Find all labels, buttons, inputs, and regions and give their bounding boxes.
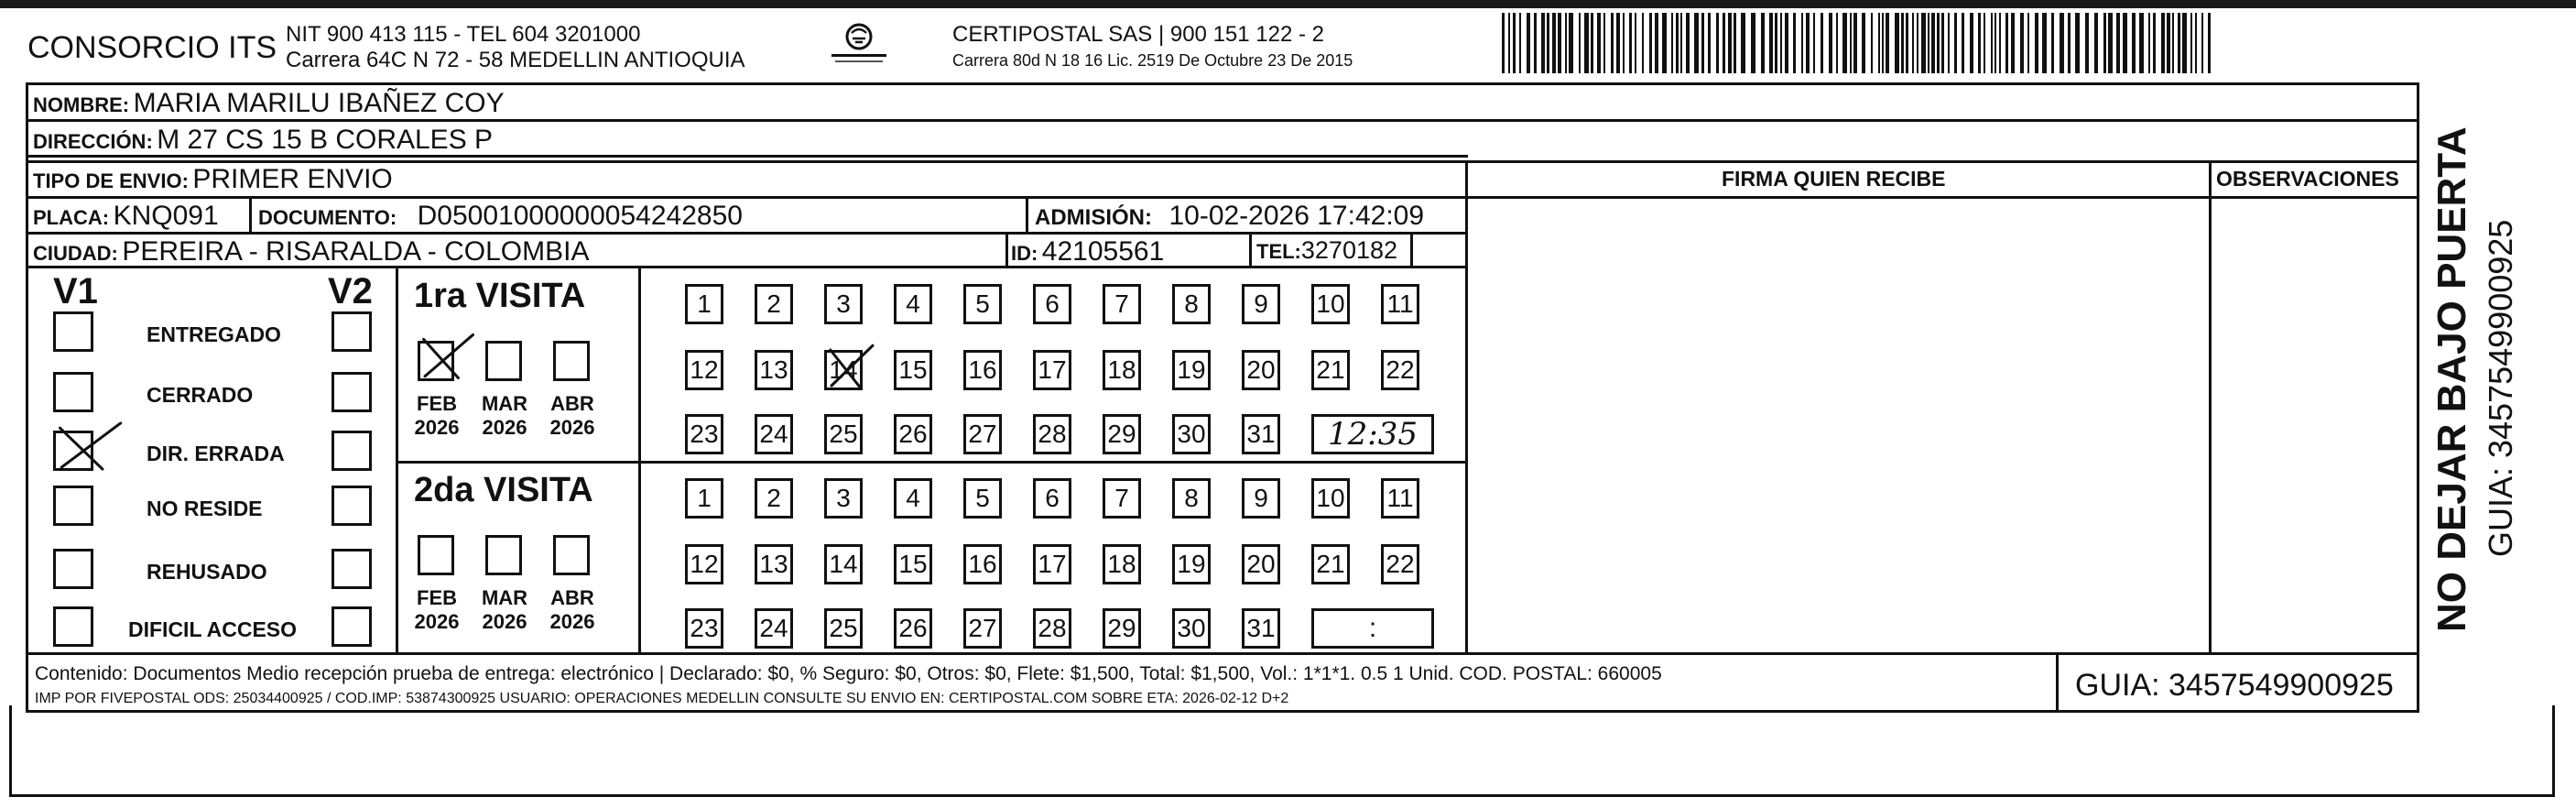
v1-checkbox[interactable] — [53, 311, 93, 352]
day-box[interactable]: 14 — [824, 350, 863, 390]
documento-value: D05001000000054242850 — [417, 201, 743, 231]
month-checkbox[interactable] — [553, 341, 590, 381]
month-label — [405, 586, 469, 634]
id-field — [1011, 238, 1164, 266]
v1-header: V1 — [53, 271, 98, 311]
tipo-envio-label: TIPO DE ENVIO: — [33, 169, 189, 192]
day-box[interactable]: 2 — [755, 284, 793, 324]
documento-label: DOCUMENTO: — [258, 206, 397, 229]
day-box[interactable]: 22 — [1381, 544, 1419, 584]
day-box[interactable]: 14 — [824, 544, 863, 584]
day-box[interactable]: 9 — [1242, 478, 1280, 519]
direccion-label: DIRECCIÓN: — [33, 130, 153, 153]
ciudad-label: CIUDAD: — [33, 242, 118, 265]
admision-label: ADMISIÓN: — [1035, 205, 1152, 230]
day-box[interactable]: 2 — [755, 478, 793, 519]
month-name: MAR — [481, 392, 528, 415]
month-label — [473, 586, 537, 634]
day-box[interactable]: 7 — [1103, 478, 1141, 519]
status-label: NO RESIDE — [147, 497, 263, 520]
day-box[interactable]: 26 — [894, 414, 932, 454]
direccion-row — [33, 126, 493, 154]
day-box[interactable]: 10 — [1311, 284, 1350, 324]
day-box[interactable]: 8 — [1172, 478, 1211, 519]
day-box[interactable]: 25 — [824, 414, 863, 454]
footer-imp-line: IMP POR FIVEPOSTAL ODS: 25034400925 / COD.IMP: 53874300925 USUARIO: OPERACIONES MEDELLIN CONSULTE SU ENVIO EN: CERTIPOSTAL.COM SOBRE ETA: 2026-02-12 D+2 — [35, 691, 1289, 706]
day-box[interactable]: 18 — [1103, 544, 1141, 584]
observaciones-area[interactable] — [2212, 200, 2418, 650]
v2-checkbox[interactable] — [332, 431, 372, 471]
day-box[interactable]: 17 — [1033, 544, 1071, 584]
day-box[interactable]: 19 — [1172, 544, 1211, 584]
day-box[interactable]: 8 — [1172, 284, 1211, 324]
day-box[interactable]: 20 — [1242, 544, 1280, 584]
day-box[interactable]: 26 — [894, 608, 932, 649]
day-box[interactable]: 29 — [1103, 608, 1141, 649]
visit-title: 1ra VISITA — [414, 277, 586, 315]
day-box[interactable]: 21 — [1311, 350, 1350, 390]
day-box[interactable]: 11 — [1381, 284, 1419, 324]
day-box[interactable]: 18 — [1103, 350, 1141, 390]
month-name: ABR — [550, 392, 594, 415]
visit-time-box[interactable]: : — [1311, 608, 1434, 649]
v1-checkbox[interactable] — [53, 372, 93, 412]
day-box[interactable]: 1 — [685, 284, 723, 324]
day-box[interactable]: 22 — [1381, 350, 1419, 390]
company-address: Carrera 64C N 72 - 58 MEDELLIN ANTIOQUIA — [286, 48, 745, 72]
nombre-value: MARIA MARILU IBAÑEZ COY — [133, 88, 505, 118]
day-box[interactable]: 25 — [824, 608, 863, 649]
day-box[interactable]: 6 — [1033, 284, 1071, 324]
month-year: 2026 — [482, 610, 527, 633]
day-box[interactable]: 19 — [1172, 350, 1211, 390]
ciudad-value: PEREIRA - RISARALDA - COLOMBIA — [122, 236, 590, 267]
month-checkbox[interactable] — [553, 535, 590, 575]
tipo-envio-row — [33, 166, 393, 193]
nombre-label: NOMBRE: — [33, 93, 130, 116]
month-label — [405, 392, 469, 440]
month-name: FEB — [417, 392, 457, 415]
day-box[interactable]: 3 — [824, 478, 863, 519]
day-box[interactable]: 3 — [824, 284, 863, 324]
month-year: 2026 — [482, 416, 527, 439]
nombre-row — [33, 90, 505, 117]
month-name: ABR — [550, 586, 594, 609]
v2-checkbox[interactable] — [332, 372, 372, 412]
day-box[interactable]: 13 — [755, 544, 793, 584]
day-box[interactable]: 9 — [1242, 284, 1280, 324]
day-box[interactable]: 20 — [1242, 350, 1280, 390]
company-nit: NIT 900 413 115 - TEL 604 3201000 — [286, 22, 641, 47]
visit-time-box[interactable]: 12:35 — [1311, 414, 1434, 454]
v2-header: V2 — [328, 271, 373, 311]
day-box[interactable]: 23 — [685, 608, 723, 649]
admision-value: 10-02-2026 17:42:09 — [1168, 201, 1425, 231]
day-box[interactable]: 27 — [963, 608, 1002, 649]
side-warning-text: NO DEJAR BAJO PUERTA — [2429, 126, 2474, 632]
placa-label: PLACA: — [33, 206, 110, 229]
barcode — [1502, 13, 2225, 73]
day-box[interactable]: 16 — [963, 350, 1002, 390]
month-name: MAR — [481, 586, 528, 609]
month-checkbox[interactable] — [485, 535, 522, 575]
v1-checkbox[interactable] — [53, 549, 93, 589]
v2-checkbox[interactable] — [332, 549, 372, 589]
month-label — [473, 392, 537, 440]
day-box[interactable]: 12 — [685, 544, 723, 584]
day-box[interactable]: 6 — [1033, 478, 1071, 519]
day-box[interactable]: 29 — [1103, 414, 1141, 454]
day-box[interactable]: 30 — [1172, 414, 1211, 454]
id-value: 42105561 — [1041, 236, 1165, 267]
status-label: REHUSADO — [147, 560, 267, 584]
v1-checkbox[interactable] — [53, 606, 93, 647]
v2-checkbox[interactable] — [332, 606, 372, 647]
day-box[interactable]: 24 — [755, 608, 793, 649]
month-checkbox[interactable] — [418, 341, 454, 381]
observaciones-header: OBSERVACIONES — [2216, 167, 2399, 191]
day-box[interactable]: 15 — [894, 350, 932, 390]
certipostal-logo — [822, 22, 896, 70]
v2-checkbox[interactable] — [332, 311, 372, 352]
month-year: 2026 — [414, 416, 460, 439]
day-box[interactable]: 10 — [1311, 478, 1350, 519]
month-name: FEB — [417, 586, 457, 609]
id-label: ID: — [1011, 242, 1038, 265]
tel-field — [1256, 238, 1397, 263]
v1-checkbox[interactable] — [53, 486, 93, 526]
documento-field — [258, 202, 743, 230]
day-box[interactable]: 28 — [1033, 414, 1071, 454]
firma-header: FIRMA QUIEN RECIBE — [1722, 167, 1946, 191]
carrier-name: CERTIPOSTAL SAS | 900 151 122 - 2 — [952, 22, 1324, 47]
month-year: 2026 — [549, 610, 595, 633]
visit-title: 2da VISITA — [414, 471, 593, 509]
month-year: 2026 — [549, 416, 595, 439]
company-name: CONSORCIO ITS — [27, 30, 277, 65]
day-box[interactable]: 13 — [755, 350, 793, 390]
status-label: DIFICIL ACCESO — [128, 617, 298, 641]
day-box[interactable]: 12 — [685, 350, 723, 390]
month-label — [540, 392, 604, 440]
day-box[interactable]: 4 — [894, 478, 932, 519]
carrier-address: Carrera 80d N 18 16 Lic. 2519 De Octubre 23 De 2015 — [952, 51, 1353, 70]
day-box[interactable]: 17 — [1033, 350, 1071, 390]
day-box[interactable]: 21 — [1311, 544, 1350, 584]
status-label: DIR. ERRADA — [147, 442, 285, 465]
lower-edge-box — [9, 705, 2555, 797]
day-box[interactable]: 30 — [1172, 608, 1211, 649]
day-box[interactable]: 16 — [963, 544, 1002, 584]
day-box[interactable]: 28 — [1033, 608, 1071, 649]
status-label: ENTREGADO — [147, 322, 281, 346]
ciudad-field — [33, 238, 589, 266]
day-box[interactable]: 1 — [685, 478, 723, 519]
month-checkbox[interactable] — [418, 535, 454, 575]
tel-value: 3270182 — [1300, 236, 1398, 264]
month-checkbox[interactable] — [485, 341, 522, 381]
day-box[interactable]: 4 — [894, 284, 932, 324]
day-box[interactable]: 23 — [685, 414, 723, 454]
v1-checkbox[interactable] — [53, 431, 93, 471]
placa-field — [33, 202, 219, 230]
tel-label: TEL: — [1256, 240, 1301, 263]
day-box[interactable]: 7 — [1103, 284, 1141, 324]
day-box[interactable]: 31 — [1242, 608, 1280, 649]
day-box[interactable]: 15 — [894, 544, 932, 584]
firma-area[interactable] — [1469, 200, 2207, 650]
day-box[interactable]: 11 — [1381, 478, 1419, 519]
day-box[interactable]: 5 — [963, 478, 1002, 519]
day-box[interactable]: 31 — [1242, 414, 1280, 454]
side-guia-text: GUIA: 3457549900925 — [2482, 219, 2519, 557]
month-year: 2026 — [414, 610, 460, 633]
admision-field — [1035, 202, 1424, 230]
footer-guia: GUIA: 3457549900925 — [2075, 668, 2394, 703]
direccion-value: M 27 CS 15 B CORALES P — [157, 125, 494, 155]
day-box[interactable]: 24 — [755, 414, 793, 454]
status-label: CERRADO — [147, 383, 254, 407]
day-box[interactable]: 5 — [963, 284, 1002, 324]
day-box[interactable]: 27 — [963, 414, 1002, 454]
month-label — [540, 586, 604, 634]
top-edge-line — [0, 0, 2576, 8]
tipo-envio-value: PRIMER ENVIO — [192, 164, 393, 194]
v2-checkbox[interactable] — [332, 486, 372, 526]
footer-content-line: Contenido: Documentos Medio recepción prueba de entrega: electrónico | Declarado: $0, % Seguro: $0, Otros: $0, Flete: $1,500, Total: $1,500, Vol.: 1*1*1. 0.5 1 Unid. COD. POSTAL: 660005 — [35, 663, 1662, 684]
placa-value: KNQ091 — [113, 201, 219, 231]
